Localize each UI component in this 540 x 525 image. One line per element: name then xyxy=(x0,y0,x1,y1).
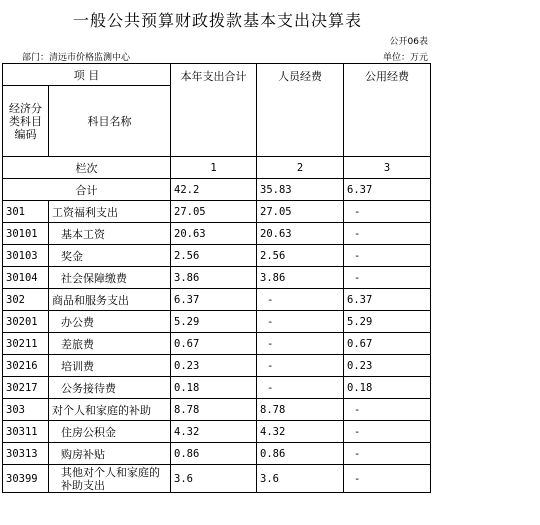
header-subject-name: 科目名称 xyxy=(49,86,171,157)
row-personnel: - xyxy=(257,355,344,377)
unit-label: 单位：万元 xyxy=(382,53,428,63)
row-personnel: 27.05 xyxy=(257,201,344,223)
row-total: 5.29 xyxy=(171,311,257,333)
row-personnel: 3.6 xyxy=(257,465,344,493)
row-code: 30399 xyxy=(3,465,49,493)
row-subject-name: 工资福利支出 xyxy=(49,201,171,223)
row-public: 0.18 xyxy=(344,377,431,399)
row-subject-name: 基本工资 xyxy=(49,223,171,245)
row-public: - xyxy=(344,465,431,493)
table-row xyxy=(3,465,431,493)
row-public: - xyxy=(344,421,431,443)
row-code: 301 xyxy=(3,201,49,223)
table-row xyxy=(3,443,431,465)
table-row xyxy=(3,311,431,333)
total-row xyxy=(3,179,431,201)
form-code: 公开06表 xyxy=(389,37,428,47)
row-subject-name: 培训费 xyxy=(49,355,171,377)
header-project: 项 目 xyxy=(3,64,171,86)
row-public: - xyxy=(344,201,431,223)
row-personnel: 4.32 xyxy=(257,421,344,443)
row-code: 30211 xyxy=(3,333,49,355)
row-personnel: - xyxy=(257,333,344,355)
row-subject-name: 购房补贴 xyxy=(49,443,171,465)
table-row xyxy=(3,421,431,443)
row-total: 3.86 xyxy=(171,267,257,289)
row-code: 30103 xyxy=(3,245,49,267)
row-code: 30311 xyxy=(3,421,49,443)
total-amount: 42.2 xyxy=(171,179,257,201)
row-code: 30101 xyxy=(3,223,49,245)
row-personnel: 8.78 xyxy=(257,399,344,421)
header-row xyxy=(3,64,431,86)
row-total: 6.37 xyxy=(171,289,257,311)
table-row xyxy=(3,289,431,311)
row-total: 2.56 xyxy=(171,245,257,267)
row-subject-name: 社会保障缴费 xyxy=(49,267,171,289)
row-subject-name: 其他对个人和家庭的补助支出 xyxy=(49,465,171,493)
table-row xyxy=(3,245,431,267)
row-code: 30201 xyxy=(3,311,49,333)
table-row xyxy=(3,267,431,289)
row-code: 303 xyxy=(3,399,49,421)
table-row xyxy=(3,355,431,377)
department-label: 部门：清远市价格监测中心 xyxy=(22,53,131,63)
col-number-2: 2 xyxy=(257,157,344,179)
row-personnel: - xyxy=(257,311,344,333)
table-row xyxy=(3,377,431,399)
row-public: - xyxy=(344,267,431,289)
page-title: 一般公共预算财政拨款基本支出决算表 xyxy=(72,11,362,30)
row-subject-name: 办公费 xyxy=(49,311,171,333)
row-code: 30104 xyxy=(3,267,49,289)
row-personnel: 3.86 xyxy=(257,267,344,289)
total-label: 合计 xyxy=(3,179,171,201)
total-public: 6.37 xyxy=(344,179,431,201)
row-public: - xyxy=(344,443,431,465)
expenditure-table xyxy=(2,63,431,493)
col-number-3: 3 xyxy=(344,157,431,179)
row-public: 0.67 xyxy=(344,333,431,355)
col-number-1: 1 xyxy=(171,157,257,179)
row-public: 0.23 xyxy=(344,355,431,377)
row-personnel: - xyxy=(257,289,344,311)
row-subject-name: 奖金 xyxy=(49,245,171,267)
row-subject-name: 住房公积金 xyxy=(49,421,171,443)
column-number-row xyxy=(3,157,431,179)
row-code: 30217 xyxy=(3,377,49,399)
header-econ-code: 经济分类科目编码 xyxy=(3,86,49,157)
row-label: 栏次 xyxy=(3,157,171,179)
row-personnel: - xyxy=(257,377,344,399)
table-row xyxy=(3,223,431,245)
row-public: - xyxy=(344,245,431,267)
row-subject-name: 对个人和家庭的补助 xyxy=(49,399,171,421)
table-row xyxy=(3,201,431,223)
row-public: 5.29 xyxy=(344,311,431,333)
row-subject-name: 公务接待费 xyxy=(49,377,171,399)
row-total: 27.05 xyxy=(171,201,257,223)
row-code: 30216 xyxy=(3,355,49,377)
row-subject-name: 差旅费 xyxy=(49,333,171,355)
row-code: 302 xyxy=(3,289,49,311)
row-personnel: 2.56 xyxy=(257,245,344,267)
table-row xyxy=(3,333,431,355)
row-subject-name: 商品和服务支出 xyxy=(49,289,171,311)
header-personnel: 人员经费 xyxy=(257,64,344,157)
row-total: 0.18 xyxy=(171,377,257,399)
header-total: 本年支出合计 xyxy=(171,64,257,157)
row-total: 4.32 xyxy=(171,421,257,443)
header-public: 公用经费 xyxy=(344,64,431,157)
total-personnel: 35.83 xyxy=(257,179,344,201)
row-public: - xyxy=(344,399,431,421)
row-total: 0.23 xyxy=(171,355,257,377)
row-personnel: 0.86 xyxy=(257,443,344,465)
row-code: 30313 xyxy=(3,443,49,465)
table-row xyxy=(3,399,431,421)
row-public: 6.37 xyxy=(344,289,431,311)
row-total: 3.6 xyxy=(171,465,257,493)
row-total: 8.78 xyxy=(171,399,257,421)
row-total: 20.63 xyxy=(171,223,257,245)
row-public: - xyxy=(344,223,431,245)
row-personnel: 20.63 xyxy=(257,223,344,245)
row-total: 0.86 xyxy=(171,443,257,465)
row-total: 0.67 xyxy=(171,333,257,355)
